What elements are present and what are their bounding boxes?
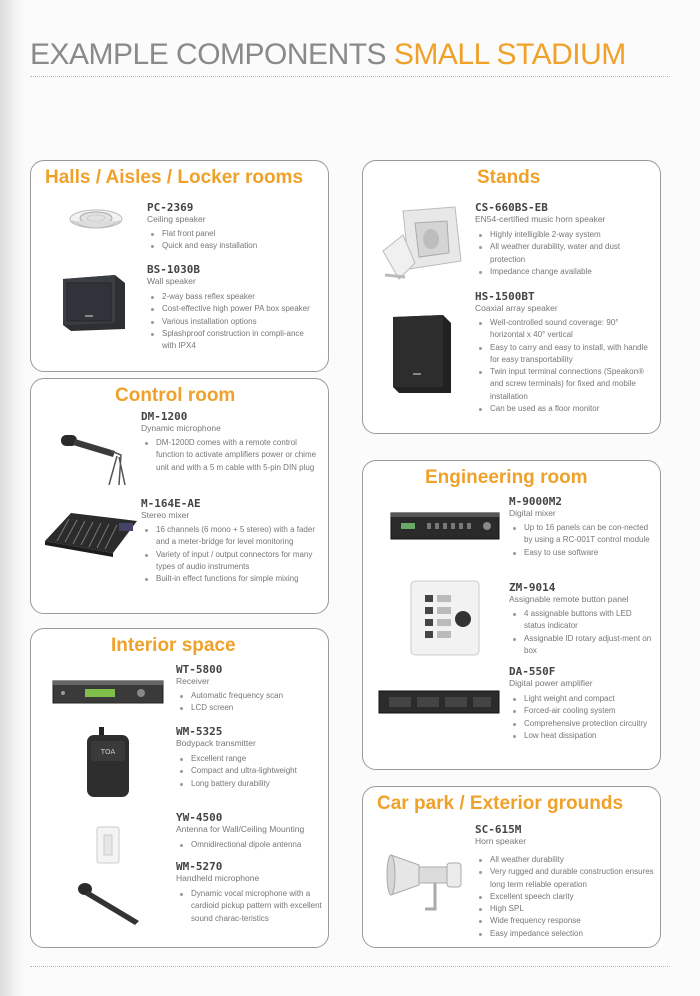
ceiling-speaker-icon xyxy=(67,205,125,235)
feature-list xyxy=(509,693,655,742)
page-title xyxy=(30,38,626,72)
product-type: EN54-certified music horn speaker xyxy=(475,214,606,224)
feature-item: High SPL xyxy=(475,903,655,915)
feature-item: Forced-air cooling system xyxy=(509,705,655,717)
section-halls xyxy=(30,160,329,372)
product-model: PC-2369 xyxy=(147,201,194,214)
feature-item: Easy to use software xyxy=(509,547,655,559)
feature-item: Splashproof construction in compli-ance with IPX4 xyxy=(147,328,317,353)
page-title-highlight: SMALL STADIUM xyxy=(393,38,626,71)
feature-item: Up to 16 panels can be con-nected by using a RC-001T control module xyxy=(509,522,655,547)
svg-text:TOA: TOA xyxy=(100,748,116,756)
feature-item: DM-1200D comes with a remote control function to activate amplifiers power or chime unit and with a 5 m cable with 5-pin DIN plug xyxy=(141,437,317,474)
feature-list xyxy=(147,291,317,352)
feature-item: Various installation options xyxy=(147,316,317,328)
feature-item: Comprehensive protection circuitry xyxy=(509,718,655,730)
section-title: Control room xyxy=(115,385,236,406)
feature-item: Impedance change available xyxy=(475,266,653,278)
antenna-icon xyxy=(93,825,123,865)
product-type: Assignable remote button panel xyxy=(509,594,629,604)
product-type: Wall speaker xyxy=(147,276,196,286)
feature-item: Compact and ultra-lightweight xyxy=(176,765,326,777)
feature-item: All weather durability xyxy=(475,854,655,866)
section-interior-space xyxy=(30,628,329,948)
feature-item: Easy to carry and easy to install, with handle for easy transportability xyxy=(475,342,653,367)
product-model: M-9000M2 xyxy=(509,495,562,508)
bodypack-transmitter-icon xyxy=(85,727,131,799)
outdoor-horn-speaker-icon xyxy=(385,847,465,913)
product-type: Handheld microphone xyxy=(176,873,260,883)
feature-list xyxy=(509,522,655,559)
product-model: ZM-9014 xyxy=(509,581,556,594)
mixer-icon xyxy=(41,509,139,557)
feature-list xyxy=(176,753,326,790)
feature-item: Assignable ID rotary adjust-ment on box xyxy=(509,633,655,658)
feature-item: Excellent range xyxy=(176,753,326,765)
feature-item: Low heat dissipation xyxy=(509,730,655,742)
section-engineering-room xyxy=(362,460,661,770)
product-model: YW-4500 xyxy=(176,811,223,824)
feature-item: Automatic frequency scan xyxy=(176,690,322,702)
feature-item: Flat front panel xyxy=(147,228,317,240)
feature-item: Omnidirectional dipole antenna xyxy=(176,839,326,851)
product-type: Coaxial array speaker xyxy=(475,303,558,313)
section-title: Interior space xyxy=(111,635,236,656)
feature-item: Highly intelligible 2-way system xyxy=(475,229,653,241)
horn-speaker-icon xyxy=(375,205,463,281)
section-control-room xyxy=(30,378,329,614)
feature-item: Very rugged and durable construction ensures long term reliable operation xyxy=(475,866,655,891)
feature-item: All weather durability, water and dust protection xyxy=(475,241,653,266)
page-spine-shadow xyxy=(0,0,26,996)
section-title: Engineering room xyxy=(425,467,588,488)
product-type: Receiver xyxy=(176,676,210,686)
feature-item: LCD screen xyxy=(176,702,322,714)
product-model: DM-1200 xyxy=(141,410,188,423)
product-type: Antenna for Wall/Ceiling Mounting xyxy=(176,824,305,834)
bottom-divider xyxy=(30,966,670,967)
feature-item: Variety of input / output connectors for many types of audio instruments xyxy=(141,549,321,574)
product-type: Digital mixer xyxy=(509,508,556,518)
top-divider xyxy=(30,76,670,77)
product-type: Dynamic microphone xyxy=(141,423,221,433)
feature-list xyxy=(475,229,653,278)
product-model: BS-1030B xyxy=(147,263,200,276)
feature-item: Easy impedance selection xyxy=(475,928,655,940)
feature-list xyxy=(176,888,322,925)
power-amplifier-icon xyxy=(377,687,501,717)
feature-list xyxy=(141,524,321,585)
product-model: HS-1500BT xyxy=(475,290,535,303)
array-speaker-icon xyxy=(389,313,453,395)
product-model: WM-5270 xyxy=(176,860,223,873)
feature-item: Twin input terminal connections (Speakon® and screw terminals) for fixed and mobile installation xyxy=(475,366,653,403)
product-model: M-164E-AE xyxy=(141,497,201,510)
feature-item: Can be used as a floor monitor xyxy=(475,403,653,415)
product-model: DA-550F xyxy=(509,665,556,678)
section-stands xyxy=(362,160,661,434)
feature-list xyxy=(176,839,326,851)
digital-mixer-icon xyxy=(389,511,501,541)
feature-list xyxy=(147,228,317,253)
product-model: CS-660BS-EB xyxy=(475,201,548,214)
handheld-microphone-icon xyxy=(77,881,143,927)
feature-item: Built-in effect functions for simple mixing xyxy=(141,573,321,585)
section-title: Car park / Exterior grounds xyxy=(377,793,624,814)
feature-item: Cost-effective high power PA box speaker xyxy=(147,303,317,315)
section-title: Stands xyxy=(477,167,541,188)
feature-list xyxy=(509,608,655,657)
feature-item: Light weight and compact xyxy=(509,693,655,705)
product-type: Stereo mixer xyxy=(141,510,190,520)
feature-item: Well-controlled sound coverage: 90° horizontal x 40° vertical xyxy=(475,317,653,342)
product-type: Horn speaker xyxy=(475,836,527,846)
feature-item: Excellent speech clarity xyxy=(475,891,655,903)
remote-panel-icon xyxy=(409,579,481,657)
feature-list xyxy=(475,854,655,940)
product-model: WM-5325 xyxy=(176,725,223,738)
product-type: Bodypack transmitter xyxy=(176,738,256,748)
section-title: Halls / Aisles / Locker rooms xyxy=(45,167,304,188)
product-type: Ceiling speaker xyxy=(147,214,206,224)
receiver-icon xyxy=(51,677,165,707)
feature-item: 16 channels (6 mono + 5 stereo) with a fader and a meter-bridge for level monitoring xyxy=(141,524,321,549)
wall-speaker-icon xyxy=(57,273,129,333)
feature-item: Wide frequency response xyxy=(475,915,655,927)
feature-item: 2-way bass reflex speaker xyxy=(147,291,317,303)
feature-item: Dynamic vocal microphone with a cardioid pickup pattern with excellent sound charac-teristics xyxy=(176,888,322,925)
feature-item: Quick and easy installation xyxy=(147,240,317,252)
section-car-park xyxy=(362,786,661,948)
feature-list xyxy=(475,317,653,415)
product-type: Digital power amplifier xyxy=(509,678,593,688)
microphone-icon xyxy=(57,429,127,485)
feature-item: 4 assignable buttons with LED status indicator xyxy=(509,608,655,633)
feature-item: Long battery durability xyxy=(176,778,326,790)
feature-list xyxy=(141,437,317,474)
feature-list xyxy=(176,690,322,715)
product-model: WT-5800 xyxy=(176,663,223,676)
page-title-main: EXAMPLE COMPONENTS xyxy=(30,38,387,71)
product-model: SC-615M xyxy=(475,823,522,836)
